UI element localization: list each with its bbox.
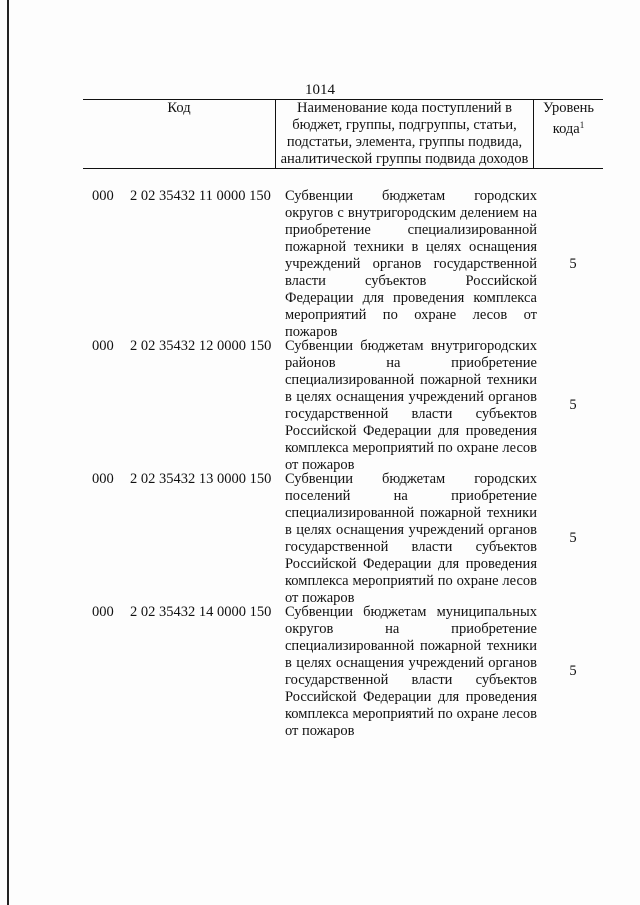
row-prefix: 000: [92, 471, 114, 487]
row-name: Субвенции бюджетам муниципальных округов на приобретение специализированной пожарной техники в целях оснащения учреждений органов государственной власти субъектов Российской Федерации для проведения комплекса мероприятий по охране лесов от пожаров: [285, 604, 537, 739]
row-level: 5: [569, 530, 577, 546]
row-level: 5: [569, 256, 577, 272]
row-code: 2 02 35432 14 0000 150: [130, 604, 272, 620]
row-name: Субвенции бюджетам городских округов с внутригородским делением на приобретение специализированной пожарной техники в целях оснащения учреждений органов государственной власти субъектов Российской Федерации для проведения комплекса мероприятий по охране лесов от пожаров: [285, 188, 537, 340]
row-level: 5: [569, 397, 577, 413]
row-code: 2 02 35432 12 0000 150: [130, 338, 272, 354]
row-prefix: 000: [92, 338, 114, 354]
table-header: [83, 99, 603, 169]
header-level: [534, 100, 604, 169]
header-name: Наименование кода поступлений в бюджет, группы, подгруппы, статьи, подстатьи, элемента, группы подвида, аналитической группы подвида доходов: [276, 100, 534, 169]
header-code: Код: [83, 100, 276, 169]
row-level: 5: [569, 663, 577, 679]
header-level-label: Уровень кода: [542, 100, 595, 137]
header-level-footnote: 1: [579, 120, 585, 130]
row-prefix: 000: [92, 188, 114, 204]
row-code: 2 02 35432 13 0000 150: [130, 471, 272, 487]
page-edge-line: [7, 0, 9, 905]
row-prefix: 000: [92, 604, 114, 620]
row-name: Субвенции бюджетам внутригородских районов на приобретение специализированной пожарной техники в целях оснащения учреждений органов государственной власти субъектов Российской Федерации для проведения комплекса мероприятий по охране лесов от пожаров: [285, 338, 537, 473]
row-code: 2 02 35432 11 0000 150: [130, 188, 271, 204]
page-number: 1014: [305, 82, 335, 98]
row-name: Субвенции бюджетам городских поселений на приобретение специализированной пожарной техники в целях оснащения учреждений органов государственной власти субъектов Российской Федерации для проведения комплекса мероприятий по охране лесов от пожаров: [285, 471, 537, 606]
